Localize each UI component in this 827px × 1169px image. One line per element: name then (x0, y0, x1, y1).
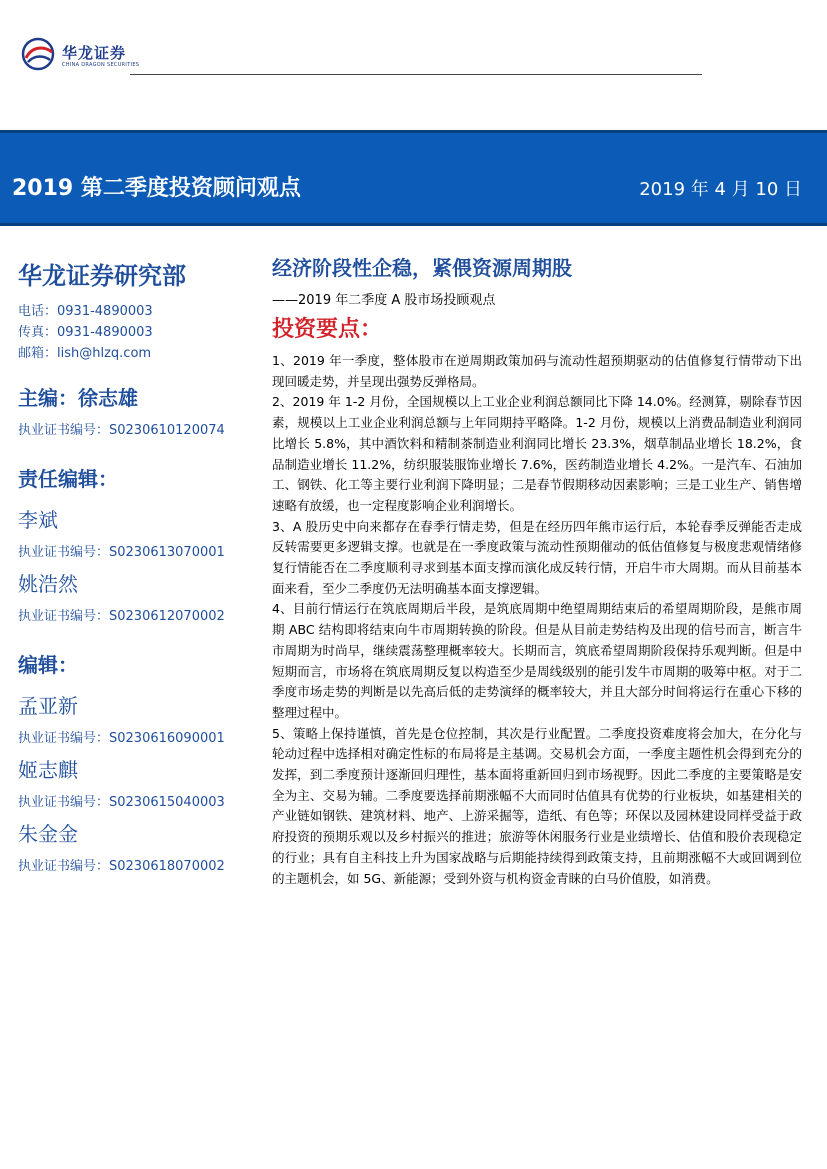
contact-email: 邮箱：lish@hlzq.com (18, 346, 152, 361)
department-name: 华龙证券研究部 (18, 262, 186, 290)
sidebar (18, 256, 263, 874)
section-heading: 投资要点： (272, 317, 383, 342)
editors-label: 编辑： (18, 653, 78, 677)
editor-cert: 执业证书编号：S0230615040003 (18, 795, 225, 810)
editor-cert: 执业证书编号：S0230618070002 (18, 859, 225, 874)
company-logo (20, 36, 150, 76)
title-banner (0, 130, 827, 226)
chief-editor-cert: 执业证书编号：S0230610120074 (18, 423, 225, 438)
editor-name: 姚浩然 (18, 572, 78, 596)
dragon-logo-icon (20, 36, 58, 72)
contact-phone: 电话：0931-4890003 (18, 304, 153, 319)
chief-editor-label: 主编：徐志雄 (18, 386, 138, 410)
article-body (272, 252, 802, 889)
editor-name: 孟亚新 (18, 694, 78, 718)
editor-cert: 执业证书编号：S0230612070002 (18, 609, 225, 624)
logo-chinese-name: 华龙证券 (62, 44, 127, 62)
report-date: 2019 年 4 月 10 日 (639, 179, 802, 200)
header-divider (130, 74, 702, 75)
logo-english-name: CHINA DRAGON SECURITIES (62, 62, 140, 68)
editor-cert: 执业证书编号：S0230613070001 (18, 545, 225, 560)
paragraph: 4、目前行情运行在筑底周期后半段，是筑底周期中绝望周期结束后的希望周期阶段，是熊市周期 ABC 结构即将结束向牛市周期转换的阶段。但是从目前走势结构及出现的信号而言，断言牛市周期为时尚早，继续震荡整理概率较大。长期而言，筑底希望周期阶段保持乐观判断。但是中短期而言，市场将在筑底周期反复以构造至少是周线级别的能引发牛市周期的吸筹中枢。对于二季度市场走势的判断是以先高后低的走势演绎的概率较大，并且大部分时间将运行在重心下移的整理过程中。 (272, 601, 802, 720)
paragraph: 1、2019 年一季度，整体股市在逆周期政策加码与流动性超预期驱动的估值修复行情带动下出现回暖走势，并呈现出强势反弹格局。 (272, 353, 802, 389)
article-subtitle: ——2019 年二季度 A 股市场投顾观点 (272, 293, 496, 308)
report-title: 2019 第二季度投资顾问观点 (12, 176, 301, 201)
responsible-editors-label: 责任编辑： (18, 467, 118, 491)
paragraph: 5、策略上保持谨慎，首先是仓位控制，其次是行业配置。二季度投资难度将会加大，在分化与轮动过程中选择相对确定性标的布局将是主基调。交易机会方面，一季度主题性机会得到充分的发挥，到二季度预计逐渐回归理性，基本面将重新回归到市场视野。因此二季度的主要策略是安全为主、交易为辅。二季度要选择前期涨幅不大而同时估值具有优势的行业板块，如基建相关的产业链如钢铁、建筑材料、地产、上游采掘等，造纸、有色等；环保以及园林建设同样受益于政府投资的预期乐观以及乡村振兴的推进；旅游等休闲服务行业是业绩增长、估值和股价表现稳定的行业；具有自主科技上升为国家战略与后期能持续得到政策支持，且前期涨幅不大或回调到位的主题机会，如 5G、新能源；受到外资与机构资金青睐的白马价值股，如消费。 (272, 725, 802, 886)
editor-cert: 执业证书编号：S0230616090001 (18, 731, 225, 746)
editor-name: 朱金金 (18, 822, 78, 846)
paragraph: 2、2019 年 1-2 月份，全国规模以上工业企业利润总额同比下降 14.0%。经测算，剔除春节因素，规模以上工业企业利润总额与上年同期持平略降。1-2 月份，规模以上消费品制造业利润同比增长 5.8%，其中酒饮料和精制茶制造业利润同比增长 23.3%，烟草制品业增长 18.2%，食品制造业增长 11.2%，纺织服装服饰业增长 7.6%，医药制造业增长 4.2%。一是汽车、石油加工、钢铁、化工等主要行业利润下降明显；二是春节假期移动因素影响；三是工业生产、销售增速略有放缓，也一定程度影响企业利润增长。 (272, 394, 802, 513)
article-title: 经济阶段性企稳，紧偎资源周期股 (272, 256, 572, 280)
editor-name: 姬志麒 (18, 758, 78, 782)
editor-name: 李斌 (18, 508, 58, 532)
contact-fax: 传真：0931-4890003 (18, 325, 153, 340)
paragraph: 3、A 股历史中向来都存在春季行情走势，但是在经历四年熊市运行后，本轮春季反弹能否走成反转需要更多逻辑支撑。也就是在一季度政策与流动性预期催动的低估值修复与极度悲观情绪修复行情能否在二季度顺利寻求到基本面支撑而演化成反转行情，开启牛市大周期。而从目前基本面来看，至少二季度仍无法明确基本面支撑逻辑。 (272, 518, 802, 596)
